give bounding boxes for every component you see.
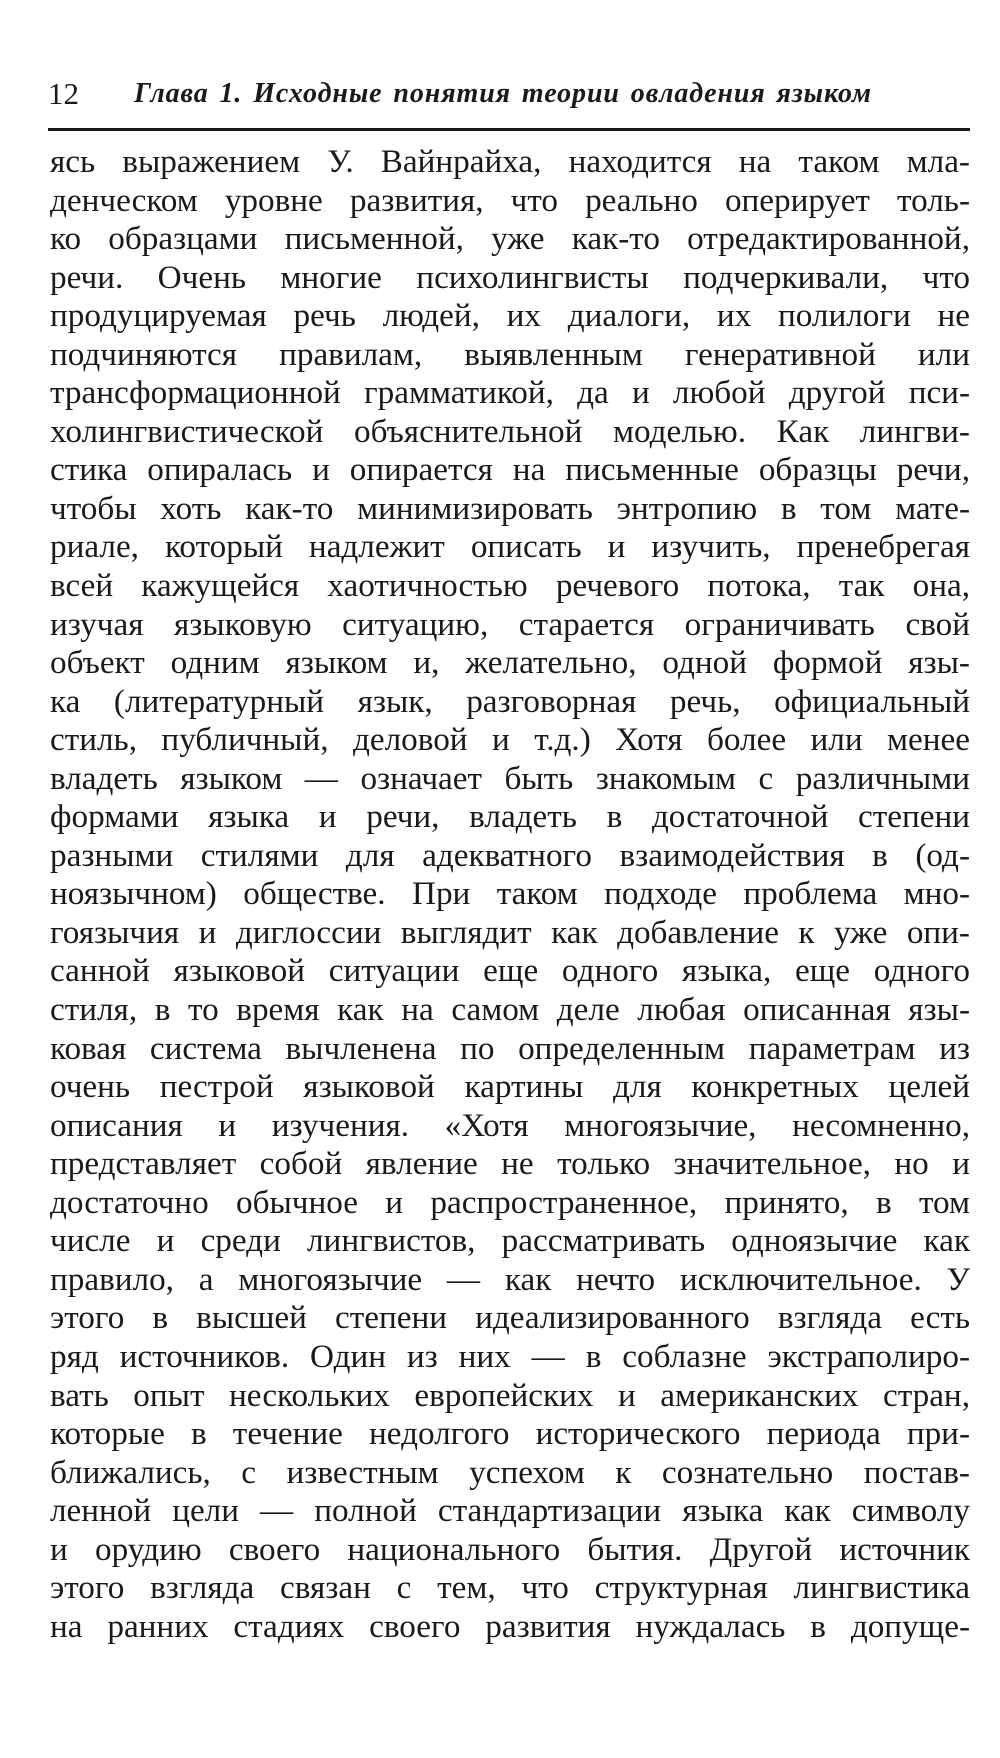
text-line: правило, а многоязычие — как нечто исключительное. У bbox=[50, 1260, 970, 1298]
text-line: на ранних стадиях своего развития нуждалась в допуще- bbox=[50, 1607, 970, 1645]
text-line: владеть языком — означает быть знакомым с различными bbox=[50, 759, 970, 797]
text-line: представляет собой явление не только значительное, но и bbox=[50, 1145, 970, 1183]
header-rule bbox=[48, 128, 970, 131]
text-line: ноязычном) обществе. При таком подходе проблема мно- bbox=[50, 875, 970, 913]
text-line: достаточно обычное и распространенное, принято, в том bbox=[50, 1183, 970, 1221]
text-line: ленной цели — полной стандартизации языка как символу bbox=[50, 1492, 970, 1530]
text-line: стиль, публичный, деловой и т.д.) Хотя более или менее bbox=[50, 721, 970, 759]
text-line: ближались, с известным успехом к сознательно постав- bbox=[50, 1453, 970, 1491]
text-line: изучая языковую ситуацию, старается ограничивать свой bbox=[50, 605, 970, 643]
text-line: вать опыт нескольких европейских и американских стран, bbox=[50, 1376, 970, 1414]
text-line: риале, который надлежит описать и изучить, пренебрегая bbox=[50, 528, 970, 566]
text-line: формами языка и речи, владеть в достаточной степени bbox=[50, 798, 970, 836]
text-line: стиля, в то время как на самом деле любая описанная язы- bbox=[50, 991, 970, 1029]
text-line: денческом уровне развития, что реально оперирует толь- bbox=[50, 181, 970, 219]
text-line: стика опиралась и опирается на письменные образцы речи, bbox=[50, 451, 970, 489]
text-line: этого взгляда связан с тем, что структурная лингвистика bbox=[50, 1569, 970, 1607]
text-line: числе и среди лингвистов, рассматривать одноязычие как bbox=[50, 1222, 970, 1260]
text-line: всей кажущейся хаотичностью речевого потока, так она, bbox=[50, 567, 970, 605]
text-line: этого в высшей степени идеализированного взгляда есть bbox=[50, 1299, 970, 1337]
text-line: объект одним языком и, желательно, одной формой язы- bbox=[50, 644, 970, 682]
text-line: подчиняются правилам, выявленным генеративной или bbox=[50, 335, 970, 373]
text-line: речи. Очень многие психолингвисты подчеркивали, что bbox=[50, 258, 970, 296]
page-number: 12 bbox=[48, 76, 79, 111]
text-line: разными стилями для адекватного взаимодействия в (од- bbox=[50, 836, 970, 874]
text-line: ясь выражением У. Вайнрайха, находится на таком мла- bbox=[50, 143, 970, 180]
text-line: продуцируемая речь людей, их диалоги, их полилоги не bbox=[50, 297, 970, 335]
text-line: ко образцами письменной, уже как-то отредактированной, bbox=[50, 220, 970, 258]
text-line: которые в течение недолгого исторического периода при- bbox=[50, 1415, 970, 1453]
text-line: и орудию своего национального бытия. Другой источник bbox=[50, 1530, 970, 1568]
running-head bbox=[48, 74, 968, 122]
text-line: трансформационной грамматикой, да и любой другой пси- bbox=[50, 374, 970, 412]
text-line: ряд источников. Один из них — в соблазне экстраполиро- bbox=[50, 1337, 970, 1375]
text-line: чтобы хоть как-то минимизировать энтропию в том мате- bbox=[50, 489, 970, 527]
text-line: ковая система вычленена по определенным параметрам из bbox=[50, 1029, 970, 1067]
text-line: ка (литературный язык, разговорная речь, официальный bbox=[50, 682, 970, 720]
body-text bbox=[50, 143, 970, 1646]
text-line: санной языковой ситуации еще одного языка, еще одного bbox=[50, 952, 970, 990]
text-line: холингвистической объяснительной моделью. Как лингви- bbox=[50, 412, 970, 450]
chapter-title: Глава 1. Исходные понятия теории овладения языком bbox=[134, 78, 872, 109]
text-line: очень пестрой языковой картины для конкретных целей bbox=[50, 1068, 970, 1106]
text-line: гоязычия и диглоссии выглядит как добавление к уже опи- bbox=[50, 913, 970, 951]
text-line: описания и изучения. «Хотя многоязычие, несомненно, bbox=[50, 1106, 970, 1144]
